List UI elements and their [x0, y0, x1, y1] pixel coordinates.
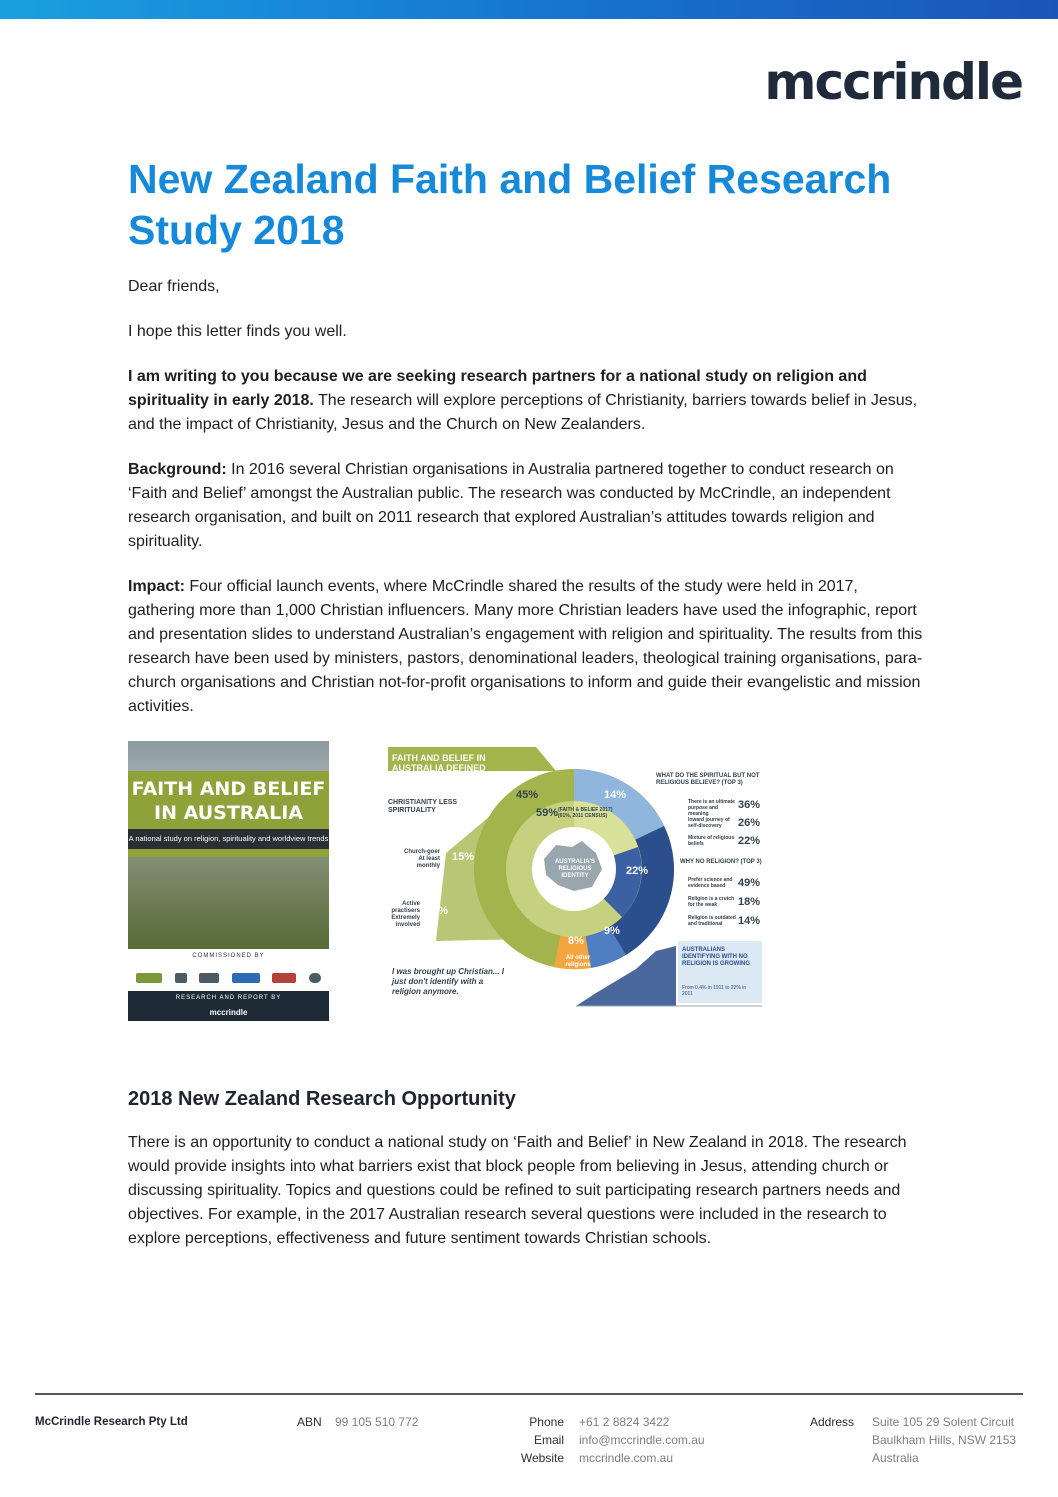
impact-label: Impact: — [128, 578, 185, 595]
sponsor-logo — [175, 973, 187, 983]
greeting-paragraph: Dear friends, — [128, 278, 220, 295]
footer-address-label: Address — [810, 1415, 855, 1429]
sbnr-item-3-value: 22% — [738, 835, 761, 847]
impact-text: Four official launch events, where McCrindle shared the results of the study were held in 2017, gathering more than 1,000 Christian influencers. Many more Christian leaders have used the infographic, report and presentation slides to understand Australian’s engagement with religion and spirituality. The results from this research have been used by ministers, pastors, denominational leaders, theological training organisations, para-church organisations and Christian not-for-profit organisations to inform and guide their evangelistic and mission activities. — [128, 578, 923, 715]
footer-address-line3: Australia — [872, 1451, 919, 1465]
cover-commissioned-label: COMMISSIONED BY — [192, 953, 265, 959]
pct-14: 14% — [604, 789, 627, 801]
section-paragraph: There is an opportunity to conduct a national study on ‘Faith and Belief’ in New Zealand in 2018. The research would provide insights into what barriers exist that block people from believing in Jesus, attending church or discussing spirituality. Topics and questions could be refined to suit participating research partners needs and objectives. For example, in the 2017 Australian research several questions were included in the research to explore perceptions, effectiveness and future sentiment towards Christian schools. — [128, 1134, 907, 1247]
section-heading: 2018 New Zealand Research Opportunity — [128, 1088, 516, 1110]
cover-research-label: RESEARCH AND REPORT BY — [175, 995, 282, 1001]
infographic — [386, 741, 766, 1021]
growing-heading: AUSTRALIANS IDENTIFYING WITH NO RELIGION IS GROWING — [682, 947, 751, 967]
pct-15: 15% — [452, 851, 475, 863]
christianity-less-spirituality: CHRISTIANITY LESS SPIRITUALITY — [388, 799, 458, 814]
pct-59-note: (FAITH & BELIEF 2017) (61%, 2011 CENSUS) — [558, 807, 613, 819]
sponsor-logo — [309, 973, 321, 983]
sponsor-logo — [272, 973, 296, 983]
sponsor-logo — [199, 973, 219, 983]
why-item-2-value: 18% — [738, 896, 761, 908]
footer-address-line2: Baulkham Hills, NSW 2153 — [872, 1433, 1017, 1447]
sponsor-logo — [136, 973, 162, 983]
pct-45: 45% — [516, 789, 539, 801]
page-title: New Zealand Faith and Belief Research Study 2018 — [128, 156, 892, 253]
pct-7: 7% — [432, 905, 448, 917]
cover-title: FAITH AND BELIEF IN AUSTRALIA — [131, 778, 326, 824]
churchgoer-label: Church-goer At least monthly — [404, 849, 440, 869]
hope-paragraph: I hope this letter finds you well. — [128, 323, 347, 340]
mccrindle-logo: mccrindle — [764, 53, 1022, 111]
footer-email-label: Email — [533, 1433, 564, 1447]
footer-phone-label: Phone — [529, 1415, 564, 1429]
footer-address-line1: Suite 105 29 Solent Circuit — [872, 1415, 1015, 1429]
footer-email-link[interactable]: info@mccrindle.com.au — [579, 1433, 705, 1447]
footer-website-label: Website — [520, 1451, 564, 1465]
sbnr-heading: WHAT DO THE SPIRITUAL BUT NOT RELIGIOUS BELIEVE? (TOP 3) — [656, 773, 760, 786]
pct-22: 22% — [626, 865, 649, 877]
sbnr-item-1-value: 36% — [738, 799, 761, 811]
why-item-2-label: Religion is a crutch for the weak — [688, 896, 735, 908]
sponsor-logo — [232, 973, 260, 983]
intro-text: The research will explore perceptions of Christianity, barriers towards belief in Jesus, and the impact of Christianity, Jesus and the Church on New Zealanders. — [128, 392, 918, 433]
cover-sponsor-logos — [136, 967, 321, 989]
footer-website-link[interactable]: mccrindle.com.au — [579, 1451, 674, 1465]
background-label: Background: — [128, 461, 227, 478]
footer-abn-label: ABN — [297, 1415, 322, 1429]
impact-paragraph — [128, 575, 928, 719]
religious-identity-label: AUSTRALIA'S RELIGIOUS IDENTITY — [554, 859, 596, 879]
why-item-1-label: Prefer science and evidence based — [688, 877, 733, 889]
report-cover-image — [128, 741, 329, 1021]
pct-59: 59% — [536, 807, 559, 819]
footer-phone-value: +61 2 8824 3422 — [579, 1415, 670, 1429]
infographic-heading: FAITH AND BELIEF IN AUSTRALIA DEFINED — [392, 753, 486, 773]
footer-divider — [35, 1393, 1023, 1395]
footer-company: McCrindle Research Pty Ltd — [35, 1416, 188, 1428]
quote: I was brought up Christian... I just don't identify with a religion anymore. — [392, 967, 505, 996]
pct-9: 9% — [604, 925, 620, 937]
why-item-3-value: 14% — [738, 915, 761, 927]
active-practisers-label: Active practisers Extremely involved — [391, 901, 420, 928]
pct-8: 8% — [568, 935, 584, 947]
other-religions-label: All other religions — [565, 955, 591, 968]
growing-note: From 0.4% in 1911 to 22% in 2011 — [682, 985, 747, 997]
why-no-religion-heading: WHY NO RELIGION? (TOP 3) — [680, 859, 762, 865]
intro-paragraph — [128, 365, 928, 437]
why-item-3-label: Religion is outdated and traditional — [688, 915, 736, 927]
background-paragraph — [128, 458, 928, 554]
sbnr-item-2-label: Inward journey of self-discovery — [688, 817, 730, 829]
intro-bold-text: I am writing to you because we are seeking research partners for a national study on religion and spirituality in early 2018. — [128, 368, 867, 409]
cover-subtitle: A national study on religion, spirituality and worldview trends — [128, 829, 329, 849]
footer-abn-value: 99 105 510 772 — [335, 1415, 419, 1429]
sbnr-item-3-label: Mixture of religious beliefs — [688, 835, 735, 847]
cover-brand: mccrindle — [209, 1008, 248, 1017]
sbnr-item-1-label: There is an ultimate purpose and meaning — [688, 799, 735, 817]
why-item-1-value: 49% — [738, 877, 761, 889]
background-text: In 2016 several Christian organisations in Australia partnered together to conduct research on ‘Faith and Belief’ amongst the Australian public. The research was conducted by McCrindle, an independent research organisation, and built on 2011 research that explored Australian’s attitudes towards religion and spirituality. — [128, 461, 894, 550]
top-accent-bar — [0, 0, 1058, 19]
sbnr-item-2-value: 26% — [738, 817, 761, 829]
